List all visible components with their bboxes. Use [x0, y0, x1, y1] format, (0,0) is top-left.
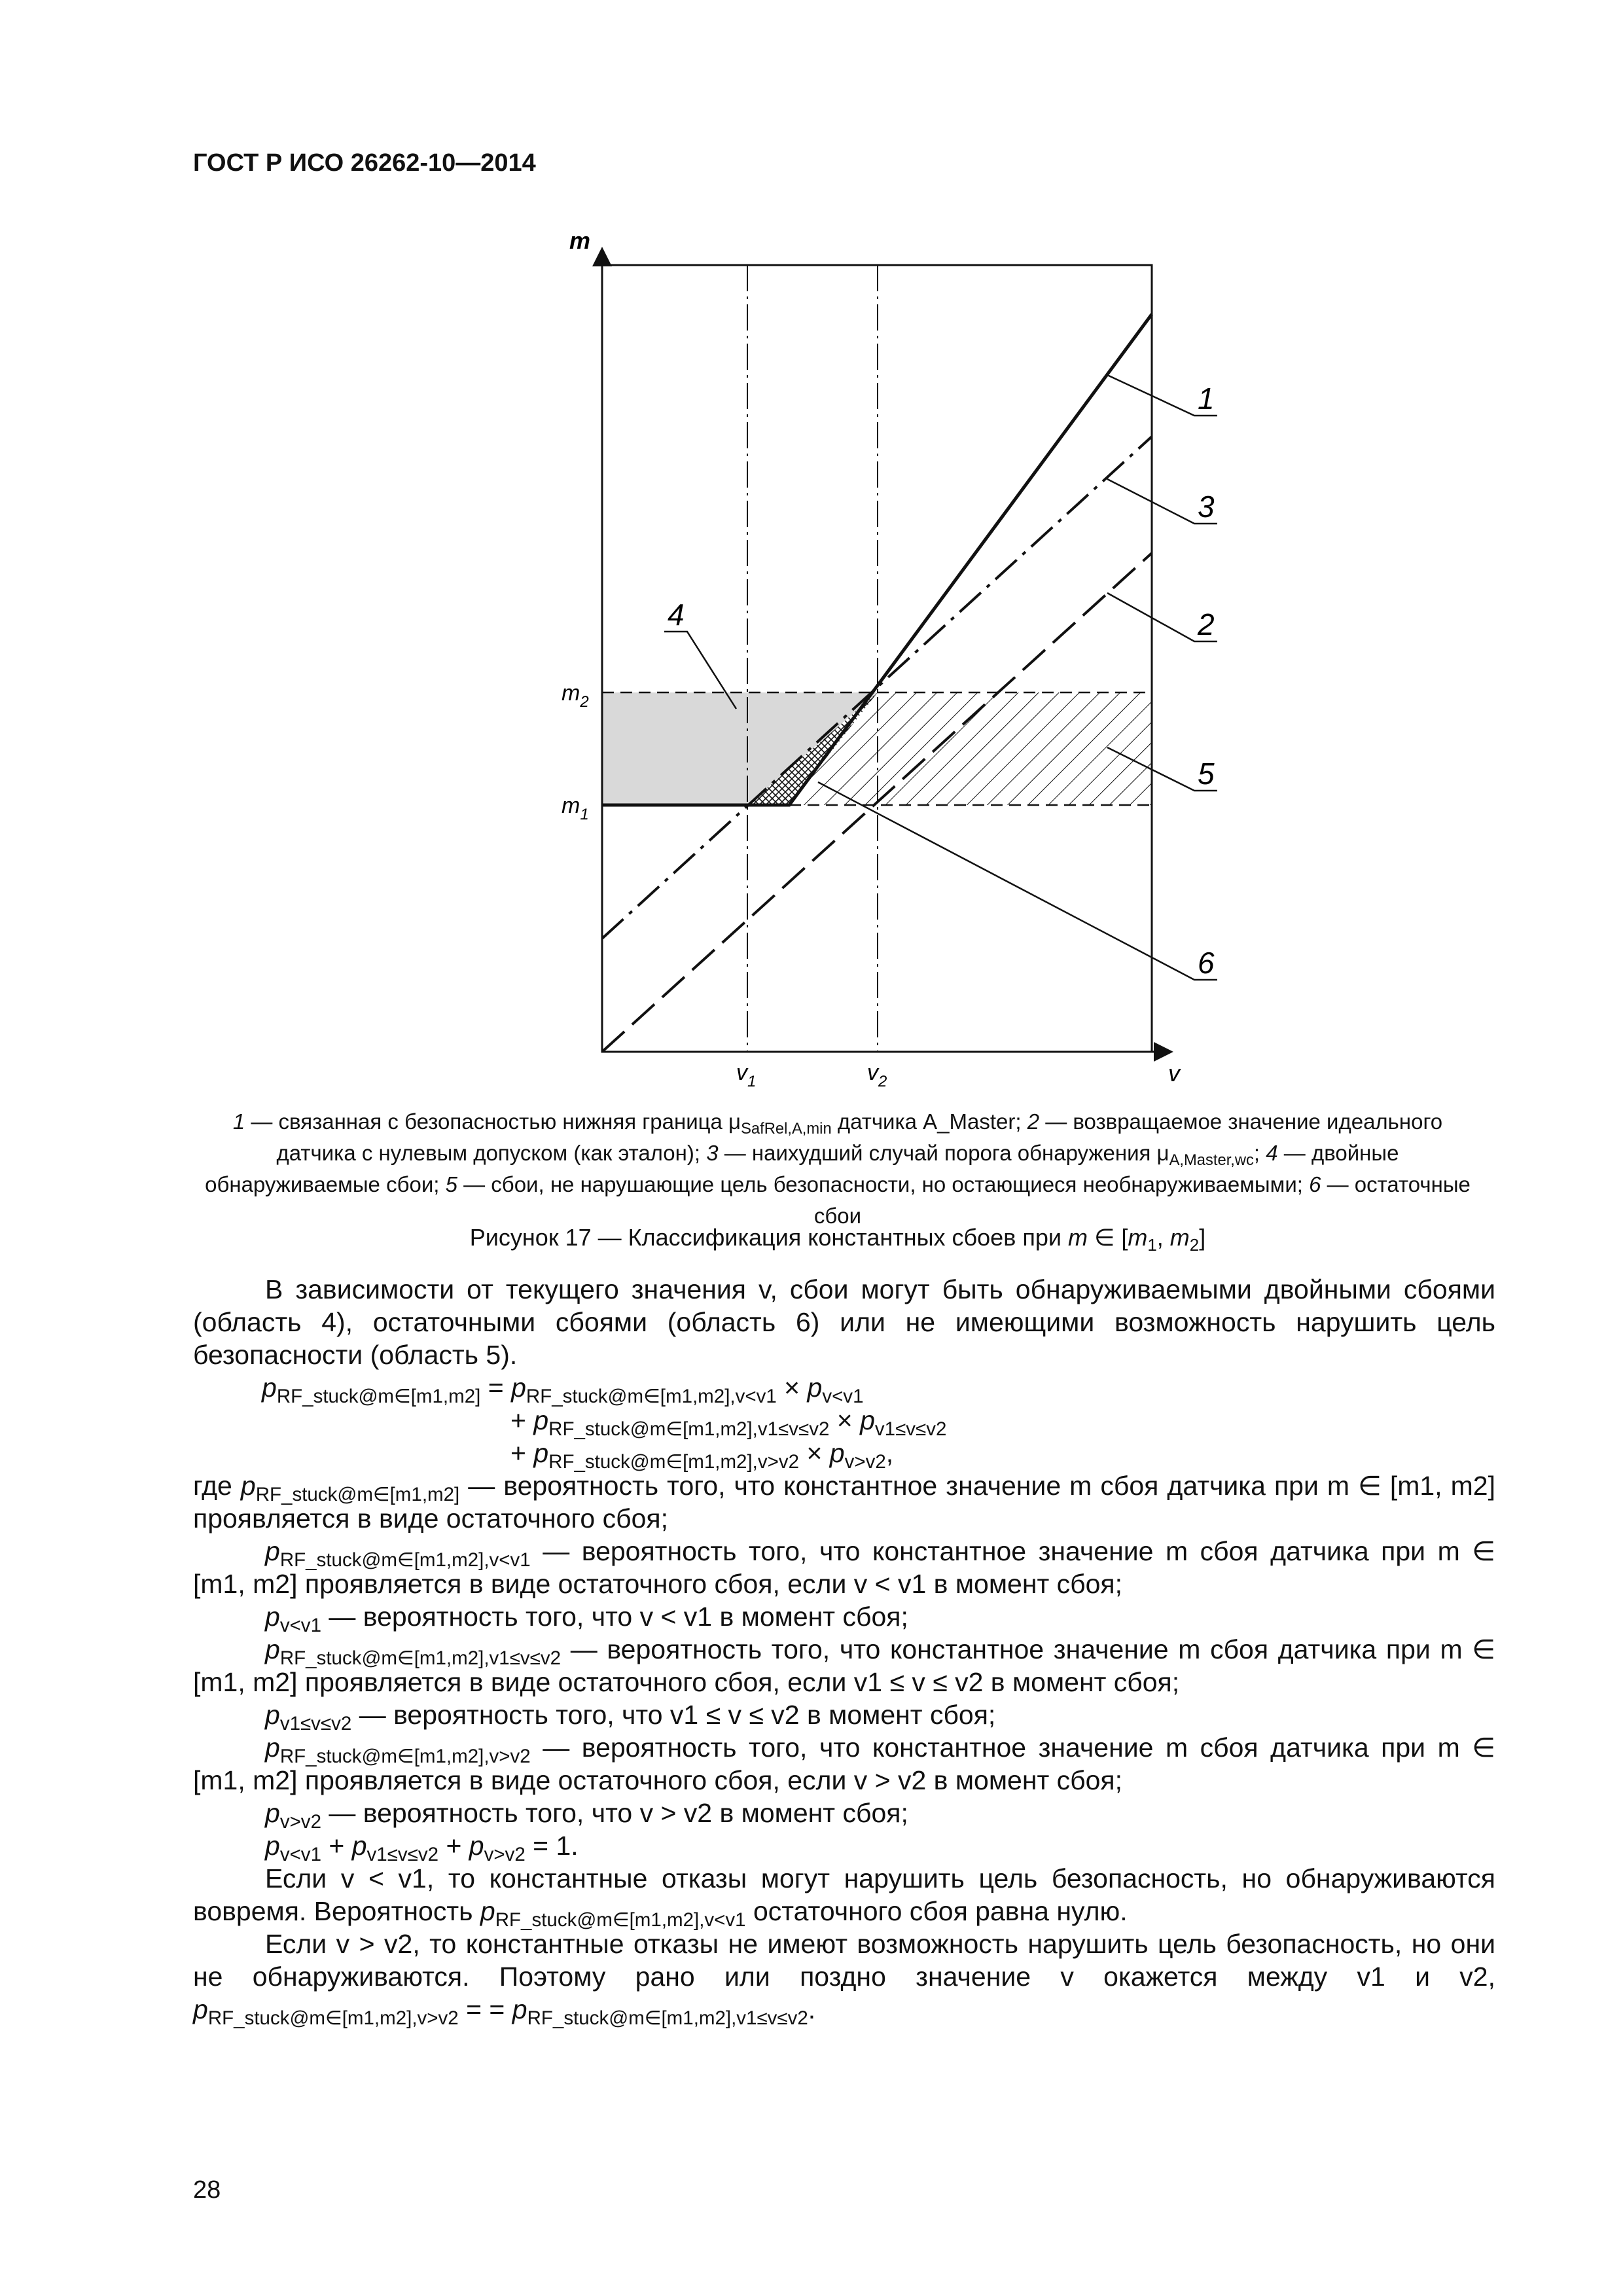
region-4-double-detected — [602, 692, 747, 805]
equation-line-3: + $p_{RF\_stuck@m\in[m1,m2],v>v2} \times p_{v>v2}$, — [510, 1438, 894, 1473]
paragraph-intro: В зависимости от текущего значения v, сбои могут быть обнаруживаемыми двойными сбоями (область 4), остаточными сбоями (область 6) или не имеющими возможность нарушить цель безопасности (область 5). — [193, 1274, 1495, 1370]
page-number: 28 — [193, 2176, 221, 2204]
tick-m2: $m_2$ — [562, 681, 589, 711]
figure-17-diagram — [510, 223, 1243, 1100]
definition-5: $p_{v1\le v\le v2}$ — вероятность того, что v1 ≤ v ≤ v2 в момент сбоя; — [265, 1700, 996, 1734]
callout-1: 1 — [1198, 382, 1215, 416]
probability-sum: $p_{v<v1} + p_{v1\le v\le v2} + p_{v>v2} = 1$. — [265, 1831, 579, 1865]
callout-5: 5 — [1198, 757, 1215, 791]
body-text — [193, 1273, 1495, 2029]
definition-3: $p_{v<v1}$ — вероятность того, что v < v1 в момент сбоя; — [265, 1602, 908, 1636]
definition-6: $p_{RF\_stuck@m\in[m1,m2],v>v2}$ — вероятность того, что константное значение m сбоя датчика при m ∈ [m1, m2] проявляется в виде остаточного сбоя, если v > v2 в момент сбоя; — [193, 1732, 1495, 1795]
definition-4: $p_{RF\_stuck@m\in[m1,m2],v1\le v\le v2}$ — вероятность того, что константное значение m сбоя датчика при m ∈ [m1, m2] проявляется в виде остаточного сбоя, если v1 ≤ v ≤ v2 в момент сбоя; — [193, 1634, 1495, 1697]
callout-3: 3 — [1198, 490, 1215, 524]
document-header: ГОСТ Р ИСО 26262-10—2014 — [193, 149, 536, 177]
x-axis-label: v — [1168, 1060, 1180, 1086]
y-axis-label: m — [569, 227, 591, 254]
paragraph-v-less-v1: Если v < v1, то константные отказы могут нарушить цель безопасность, но обнаруживаются вовремя. Вероятность $p_{RF\_stuck@m\in[m1,m2],v<v1}$ остаточного сбоя равна нулю. — [193, 1863, 1495, 1931]
definition-1: где $p_{RF\_stuck@m\in[m1,m2]}$ — вероятность того, что константное значение m сбоя датчика при m ∈ [m1, m2] проявляется в виде остаточного сбоя; — [193, 1471, 1495, 1534]
tick-v2: $v_2$ — [867, 1060, 887, 1090]
callout-6: 6 — [1198, 946, 1215, 980]
definition-2: $p_{RF\_stuck@m\in[m1,m2],v<v1}$ — вероятность того, что константное значение m сбоя датчика при m ∈ [m1, m2] проявляется в виде остаточного сбоя, если v < v1 в момент сбоя; — [193, 1536, 1495, 1599]
callout-2: 2 — [1198, 607, 1215, 641]
tick-v1: $v_1$ — [736, 1060, 757, 1090]
equation-line-1: $p_{RF\_stuck@m\in[m1,m2]} = p_{RF\_stuck@m\in[m1,m2],v<v1} \times p_{v<v1}$ — [262, 1372, 864, 1407]
paragraph-v-greater-v2: Если v > v2, то константные отказы не имеют возможность нарушить цель безопасность, но они не обнаруживаются. Поэтому рано или поздно значение v окажется между v1 и v2, $p_{RF\_stuck@m\in[m1,m2],v>v2}$ = = $p_{RF\_stuck@m\in[m1,m2],v1\le v\le v2}$. — [193, 1929, 1495, 2029]
equation-line-2: + $p_{RF\_stuck@m\in[m1,m2],v1\le v\le v2} \times p_{v1\le v\le v2}$ — [510, 1405, 947, 1440]
definition-7: $p_{v>v2}$ — вероятность того, что v > v2 в момент сбоя; — [265, 1798, 908, 1833]
figure-legend: 1 — связанная с безопасностью нижняя граница $\mu_{SafRel,A,min}$ датчика A_Master; 2 — возвращаемое значение идеального датчика с нулевым допуском (как эталон); 3 — наихудший случай порога обнаружения $\mu_{A,Master,wc}$; 4 — двойные обнаруживаемые сбои; 5 — сбои, не нарушающие цель безопасности, но остающиеся необнаруживаемыми; 6 — остаточные сбои — [205, 1109, 1471, 1228]
tick-m1: $m_1$ — [562, 793, 589, 823]
figure-title: Рисунок 17 — Классификация константных сбоев при m ∈ [$m_1$, $m_2$] — [469, 1224, 1206, 1255]
callout-4: 4 — [668, 598, 685, 632]
